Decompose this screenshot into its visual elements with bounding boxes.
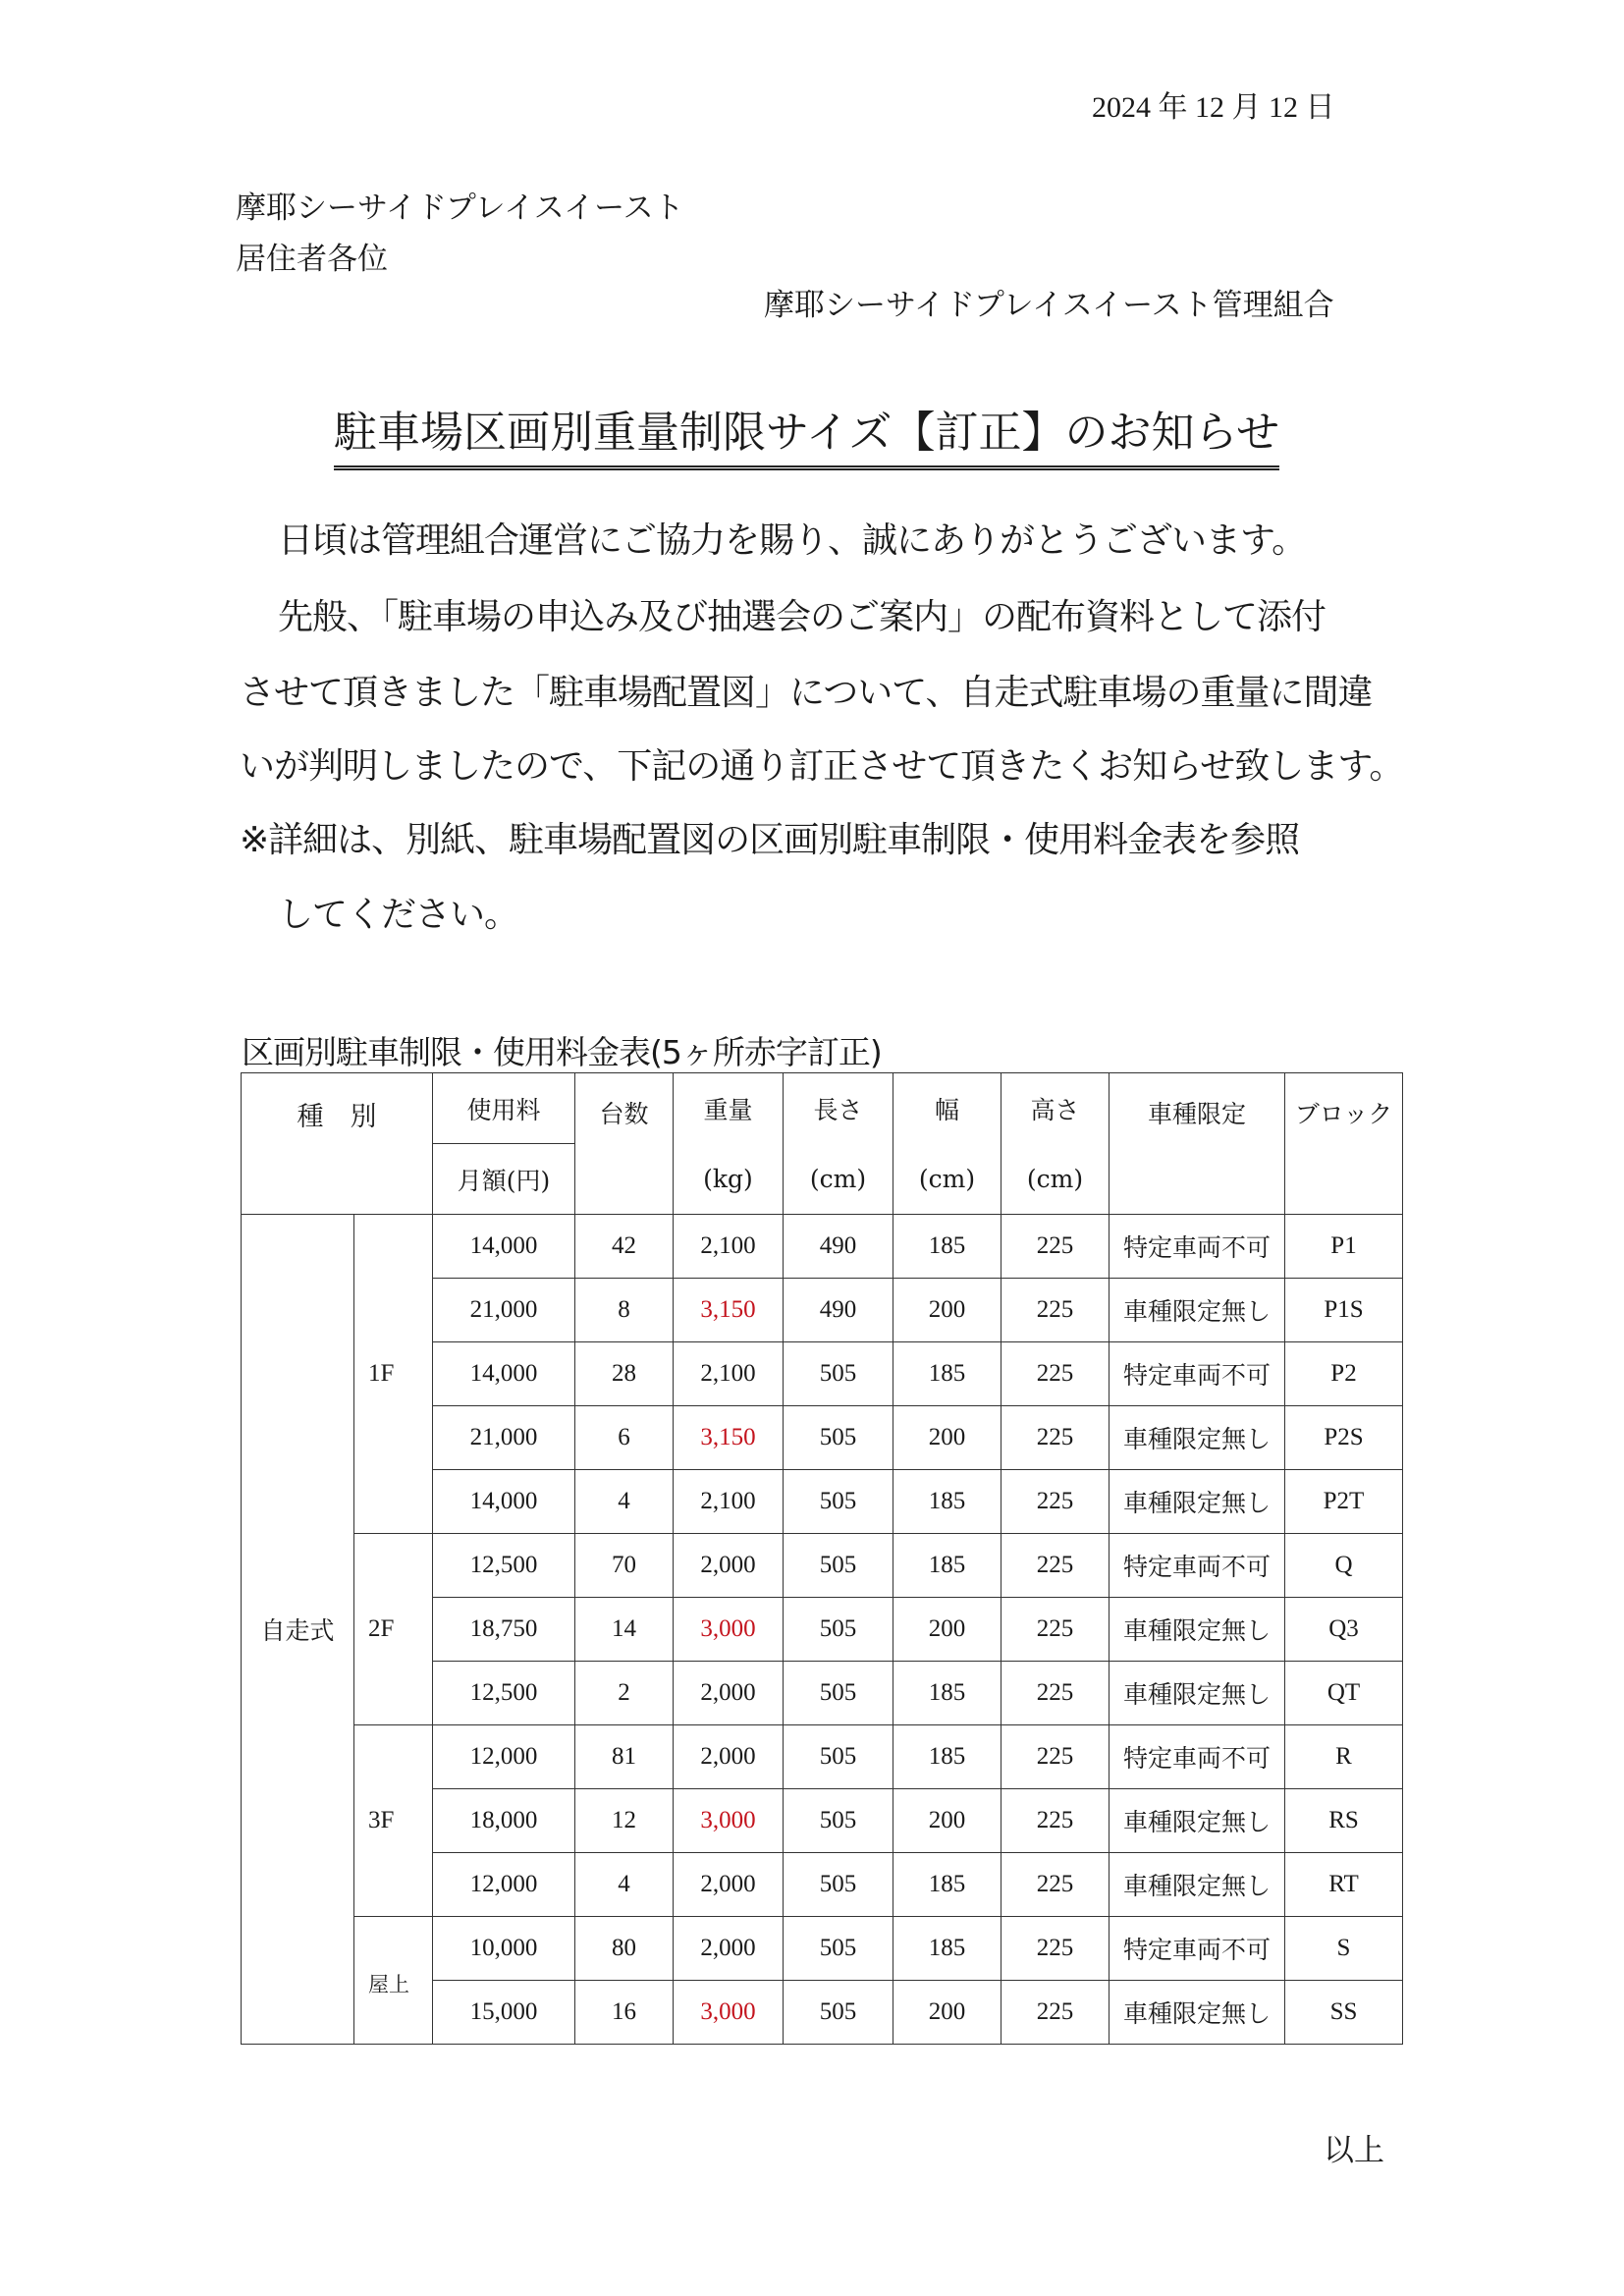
length-cell: 505: [784, 1534, 893, 1598]
count-cell: 4: [575, 1470, 674, 1534]
block-cell: P2S: [1285, 1406, 1403, 1470]
fee-cell: 12,500: [433, 1534, 575, 1598]
weight-cell: 2,100: [674, 1342, 784, 1406]
height-cell: 225: [1001, 1406, 1110, 1470]
width-cell: 200: [893, 1279, 1001, 1342]
recipient-building: 摩耶シーサイドプレイスイースト: [236, 191, 684, 226]
block-cell: Q: [1285, 1534, 1403, 1598]
vehicle-cell: 特定車両不可: [1110, 1725, 1285, 1789]
width-cell: 185: [893, 1470, 1001, 1534]
floor-cell: 1F: [354, 1215, 433, 1534]
weight-cell: 2,100: [674, 1215, 784, 1279]
count-cell: 8: [575, 1279, 674, 1342]
weight-cell: 2,000: [674, 1725, 784, 1789]
vehicle-cell: 特定車両不可: [1110, 1917, 1285, 1981]
table-header-row: [242, 1073, 1403, 1144]
body-note-line: ※詳細は、別紙、駐車場配置図の区画別駐車制限・使用料金表を参照: [240, 820, 1300, 860]
header-weight: 重量: [674, 1073, 784, 1144]
fee-cell: 15,000: [433, 1981, 575, 2045]
fee-cell: 14,000: [433, 1215, 575, 1279]
header-height-unit: (cm): [1001, 1144, 1110, 1215]
height-cell: 225: [1001, 1470, 1110, 1534]
count-cell: 2: [575, 1662, 674, 1725]
header-width: 幅: [893, 1073, 1001, 1144]
weight-cell: 2,100: [674, 1470, 784, 1534]
fee-cell: 12,000: [433, 1725, 575, 1789]
body-paragraph-greeting: 日頃は管理組合運営にご協力を賜り、誠にありがとうございます。: [278, 520, 1307, 561]
closing-remark: 以上: [1324, 2133, 1384, 2168]
count-cell: 81: [575, 1725, 674, 1789]
height-cell: 225: [1001, 1662, 1110, 1725]
sender-association: 摩耶シーサイドプレイスイースト管理組合: [764, 288, 1334, 323]
count-cell: 4: [575, 1853, 674, 1917]
height-cell: 225: [1001, 1342, 1110, 1406]
count-cell: 80: [575, 1917, 674, 1981]
fee-cell: 18,000: [433, 1789, 575, 1853]
document-title: 駐車場区画別重量制限サイズ【訂正】のお知らせ: [334, 397, 1279, 470]
block-cell: SS: [1285, 1981, 1403, 2045]
vehicle-cell: 特定車両不可: [1110, 1342, 1285, 1406]
length-cell: 490: [784, 1279, 893, 1342]
floor-cell: 3F: [354, 1725, 433, 1917]
vehicle-cell: 車種限定無し: [1110, 1789, 1285, 1853]
weight-cell: 2,000: [674, 1917, 784, 1981]
vehicle-cell: 車種限定無し: [1110, 1598, 1285, 1662]
length-cell: 490: [784, 1215, 893, 1279]
count-cell: 6: [575, 1406, 674, 1470]
fee-cell: 18,750: [433, 1598, 575, 1662]
block-cell: QT: [1285, 1662, 1403, 1725]
header-length: 長さ: [784, 1073, 893, 1144]
height-cell: 225: [1001, 1279, 1110, 1342]
weight-cell: 3,000: [674, 1789, 784, 1853]
width-cell: 185: [893, 1725, 1001, 1789]
vehicle-cell: 車種限定無し: [1110, 1662, 1285, 1725]
count-cell: 12: [575, 1789, 674, 1853]
fee-cell: 21,000: [433, 1406, 575, 1470]
width-cell: 200: [893, 1598, 1001, 1662]
height-cell: 225: [1001, 1981, 1110, 2045]
weight-cell: 3,150: [674, 1279, 784, 1342]
length-cell: 505: [784, 1917, 893, 1981]
table-row: [242, 1725, 1403, 1789]
width-cell: 185: [893, 1342, 1001, 1406]
document-date: 2024 年 12 月 12 日: [1092, 91, 1335, 124]
fee-cell: 14,000: [433, 1470, 575, 1534]
floor-cell: 2F: [354, 1534, 433, 1725]
vehicle-cell: 車種限定無し: [1110, 1406, 1285, 1470]
width-cell: 185: [893, 1853, 1001, 1917]
header-length-unit: (cm): [784, 1144, 893, 1215]
height-cell: 225: [1001, 1725, 1110, 1789]
fee-cell: 21,000: [433, 1279, 575, 1342]
weight-cell: 3,000: [674, 1598, 784, 1662]
header-weight-unit: (kg): [674, 1144, 784, 1215]
length-cell: 505: [784, 1662, 893, 1725]
block-cell: P1S: [1285, 1279, 1403, 1342]
fee-cell: 12,000: [433, 1853, 575, 1917]
body-paragraph-line: いが判明しましたので、下記の通り訂正させて頂きたくお知らせ致します。: [240, 746, 1404, 787]
width-cell: 185: [893, 1534, 1001, 1598]
height-cell: 225: [1001, 1215, 1110, 1279]
block-cell: P1: [1285, 1215, 1403, 1279]
count-cell: 70: [575, 1534, 674, 1598]
header-height: 高さ: [1001, 1073, 1110, 1144]
recipient-residents: 居住者各位: [236, 242, 388, 277]
weight-cell: 3,000: [674, 1981, 784, 2045]
fee-cell: 12,500: [433, 1662, 575, 1725]
vehicle-cell: 車種限定無し: [1110, 1279, 1285, 1342]
block-cell: RS: [1285, 1789, 1403, 1853]
height-cell: 225: [1001, 1598, 1110, 1662]
weight-cell: 2,000: [674, 1534, 784, 1598]
count-cell: 16: [575, 1981, 674, 2045]
header-block: ブロック: [1285, 1073, 1403, 1215]
width-cell: 185: [893, 1662, 1001, 1725]
length-cell: 505: [784, 1598, 893, 1662]
length-cell: 505: [784, 1789, 893, 1853]
block-cell: RT: [1285, 1853, 1403, 1917]
table-row: [242, 1917, 1403, 1981]
body-paragraph-line: 先般、「駐車場の申込み及び抽選会のご案内」の配布資料として添付: [278, 597, 1326, 637]
header-vehicle: 車種限定: [1110, 1073, 1285, 1215]
count-cell: 14: [575, 1598, 674, 1662]
width-cell: 200: [893, 1406, 1001, 1470]
header-fee: 使用料: [433, 1073, 575, 1144]
height-cell: 225: [1001, 1853, 1110, 1917]
block-cell: R: [1285, 1725, 1403, 1789]
width-cell: 185: [893, 1215, 1001, 1279]
block-cell: S: [1285, 1917, 1403, 1981]
vehicle-cell: 車種限定無し: [1110, 1470, 1285, 1534]
length-cell: 505: [784, 1725, 893, 1789]
vehicle-cell: 特定車両不可: [1110, 1534, 1285, 1598]
length-cell: 505: [784, 1342, 893, 1406]
height-cell: 225: [1001, 1789, 1110, 1853]
table-row: [242, 1215, 1403, 1279]
header-type: 種 別: [242, 1073, 433, 1215]
width-cell: 200: [893, 1981, 1001, 2045]
count-cell: 42: [575, 1215, 674, 1279]
count-cell: 28: [575, 1342, 674, 1406]
weight-cell: 3,150: [674, 1406, 784, 1470]
block-cell: Q3: [1285, 1598, 1403, 1662]
table-row: [242, 1534, 1403, 1598]
vehicle-cell: 特定車両不可: [1110, 1215, 1285, 1279]
width-cell: 200: [893, 1789, 1001, 1853]
block-cell: P2T: [1285, 1470, 1403, 1534]
header-count: 台数: [575, 1073, 674, 1215]
weight-cell: 2,000: [674, 1662, 784, 1725]
length-cell: 505: [784, 1406, 893, 1470]
vehicle-cell: 車種限定無し: [1110, 1981, 1285, 2045]
body-paragraph-line: させて頂きました「駐車場配置図」について、自走式駐車場の重量に間違: [240, 673, 1373, 713]
fee-cell: 14,000: [433, 1342, 575, 1406]
parking-fee-table: [241, 1072, 1403, 2045]
table-caption: 区画別駐車制限・使用料金表(5ヶ所赤字訂正): [242, 1033, 882, 1071]
width-cell: 185: [893, 1917, 1001, 1981]
body-note-line: してください。: [278, 895, 519, 935]
vehicle-cell: 車種限定無し: [1110, 1853, 1285, 1917]
block-cell: P2: [1285, 1342, 1403, 1406]
category-cell: 自走式: [242, 1215, 354, 2045]
length-cell: 505: [784, 1981, 893, 2045]
header-fee-unit: 月額(円): [433, 1144, 575, 1215]
floor-cell: 屋上: [354, 1917, 433, 2045]
fee-cell: 10,000: [433, 1917, 575, 1981]
height-cell: 225: [1001, 1534, 1110, 1598]
length-cell: 505: [784, 1853, 893, 1917]
height-cell: 225: [1001, 1917, 1110, 1981]
header-width-unit: (cm): [893, 1144, 1001, 1215]
weight-cell: 2,000: [674, 1853, 784, 1917]
length-cell: 505: [784, 1470, 893, 1534]
